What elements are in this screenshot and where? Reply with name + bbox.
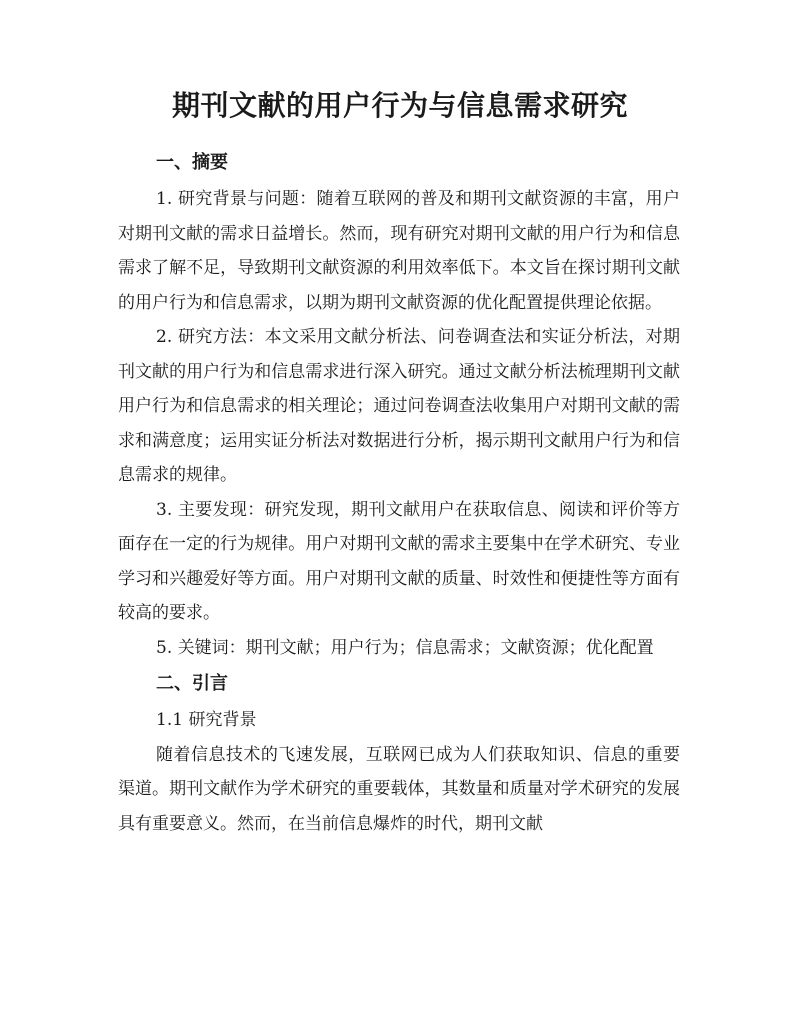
abstract-paragraph-methods: 2. 研究方法：本文采用文献分析法、问卷调查法和实证分析法，对期刊文献的用户行为和信息需求进行深入研究。通过文献分析法梳理期刊文献用户行为和信息需求的相关理论；通过问卷调查法收集用户对期刊文献的需求和满意度；运用实证分析法对数据进行分析，揭示期刊文献用户行为和信息需求的规律。 [118,327,680,485]
document-title: 期刊文献的用户行为与信息需求研究 [171,89,628,122]
subsection-heading-background: 1.1 研究背景 [156,710,257,730]
introduction-paragraph: 随着信息技术的飞速发展，互联网已成为人们获取知识、信息的重要渠道。期刊文献作为学术研究的重要载体，其数量和质量对学术研究的发展具有重要意义。然而，在当前信息爆炸的时代，期刊文献 [118,744,680,834]
abstract-paragraph-findings: 3. 主要发现：研究发现，期刊文献用户在获取信息、阅读和评价等方面存在一定的行为规律。用户对期刊文献的需求主要集中在学术研究、专业学习和兴趣爱好等方面。用户对期刊文献的质量、时效性和便捷性等方面有较高的要求。 [118,499,680,623]
abstract-paragraph-keywords: 5. 关键词：期刊文献；用户行为；信息需求；文献资源；优化配置 [156,637,654,658]
section-heading-abstract: 一、摘要 [156,152,228,173]
abstract-paragraph-background: 1. 研究背景与问题：随着互联网的普及和期刊文献资源的丰富，用户对期刊文献的需求日益增长。然而，现有研究对期刊文献的用户行为和信息需求了解不足，导致期刊文献资源的利用效率低下。本文旨在探讨期刊文献的用户行为和信息需求，以期为期刊文献资源的优化配置提供理论依据。 [118,189,680,313]
section-heading-introduction: 二、引言 [156,673,228,694]
document-body [118,144,680,841]
